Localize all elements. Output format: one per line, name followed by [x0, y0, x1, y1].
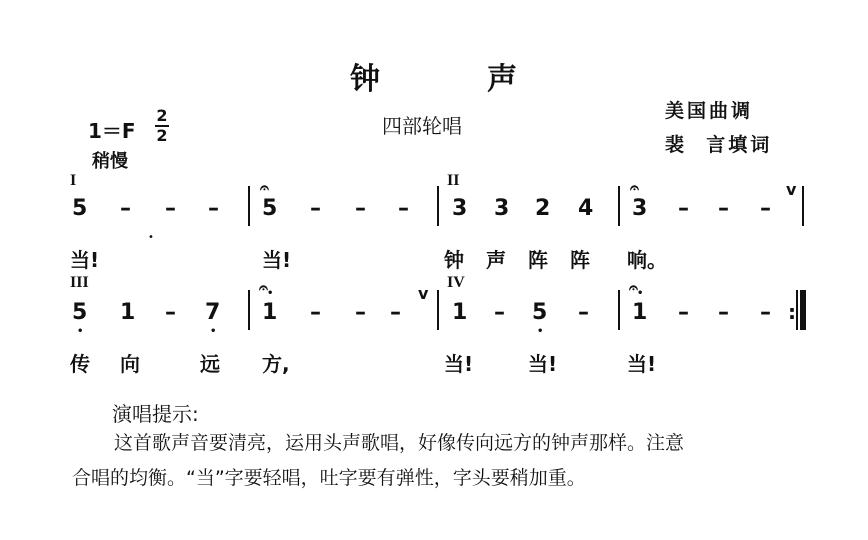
- note: 1: [120, 300, 136, 325]
- dash: –: [578, 300, 589, 325]
- note-low: 7 •: [205, 300, 220, 325]
- part-marker-3: III: [70, 274, 89, 291]
- lyric: 响。: [627, 248, 667, 272]
- barline: [437, 186, 439, 226]
- part-marker-2: II: [447, 172, 460, 189]
- note: 4: [578, 196, 594, 221]
- note: 1: [452, 300, 468, 325]
- title-char-2: 声: [487, 62, 517, 97]
- dash: –: [165, 300, 176, 325]
- note: 3: [452, 196, 468, 221]
- dash: –: [718, 300, 729, 325]
- barline: [618, 290, 620, 330]
- fermata-icon: 𝄐: [630, 178, 639, 197]
- lyric: 当!: [262, 248, 292, 272]
- note: 2: [535, 196, 551, 221]
- lyric: 远: [200, 352, 220, 376]
- dash: –: [120, 196, 131, 221]
- dash: –: [310, 196, 321, 221]
- final-barline: [800, 290, 806, 330]
- barline: [437, 290, 439, 330]
- note: 3: [494, 196, 510, 221]
- tips-line-1: 这首歌声音要清亮，运用头声歌唱，好像传向远方的钟声那样。注意: [114, 432, 685, 454]
- lyric: 当!: [444, 352, 474, 376]
- fermata-icon: 𝄐: [259, 278, 268, 297]
- lyric: 当!: [627, 352, 657, 376]
- fermata-icon: 𝄐: [260, 178, 269, 197]
- note-high: • 1: [262, 300, 277, 325]
- dash: –: [355, 300, 366, 325]
- breath-mark: v: [418, 284, 429, 303]
- note: 5: [262, 196, 278, 221]
- subtitle: 四部轮唱: [382, 114, 462, 138]
- note-high: • 1: [632, 300, 647, 325]
- dash: –: [208, 196, 219, 221]
- dash: –: [398, 196, 409, 221]
- dash: –: [760, 196, 771, 221]
- part-marker-1: I: [70, 172, 77, 189]
- title-char-1: 钟: [350, 62, 380, 97]
- lyric: 当!: [528, 352, 558, 376]
- tips-line-2: 合唱的均衡。“当”字要轻唱，吐字要有弹性，字头要稍加重。: [72, 467, 586, 489]
- lyric: 当!: [70, 248, 100, 272]
- tempo-marking: 稍慢: [92, 151, 128, 172]
- time-denominator: 2: [156, 126, 168, 145]
- dash: –: [390, 300, 401, 325]
- lyric: 向: [120, 352, 140, 376]
- time-signature: [155, 108, 169, 144]
- dash: –: [310, 300, 321, 325]
- dash: –: [494, 300, 505, 325]
- fermata-icon: 𝄐: [629, 278, 638, 297]
- breath-mark: v: [786, 180, 797, 199]
- part-marker-4: IV: [447, 274, 465, 291]
- lyric: 声: [486, 248, 506, 272]
- dot-mark: •: [148, 232, 154, 243]
- barline: [248, 290, 250, 330]
- note: 3: [632, 196, 648, 221]
- note-low: 5 •: [72, 300, 87, 325]
- lyric: 传: [70, 352, 90, 376]
- lyric: 阵: [570, 248, 590, 272]
- time-numerator: 2: [156, 106, 168, 125]
- dash: –: [678, 300, 689, 325]
- note-low: 5 •: [532, 300, 547, 325]
- barline: [796, 290, 798, 330]
- credit-music: 美国曲调: [665, 100, 754, 122]
- lyric: 阵: [528, 248, 548, 272]
- note: 5: [72, 196, 88, 221]
- credit-lyrics: 裴 言填词: [665, 134, 773, 156]
- dash: –: [760, 300, 771, 325]
- dash: –: [165, 196, 176, 221]
- lyric: 方,: [262, 352, 290, 376]
- barline: [248, 186, 250, 226]
- dash: –: [355, 196, 366, 221]
- barline: [802, 186, 804, 226]
- dash: –: [718, 196, 729, 221]
- key-signature: 1＝F: [88, 119, 136, 143]
- barline: [618, 186, 620, 226]
- repeat-dots: :: [788, 300, 796, 324]
- dash: –: [678, 196, 689, 221]
- tips-heading: 演唱提示:: [112, 402, 199, 426]
- lyric: 钟: [444, 248, 464, 272]
